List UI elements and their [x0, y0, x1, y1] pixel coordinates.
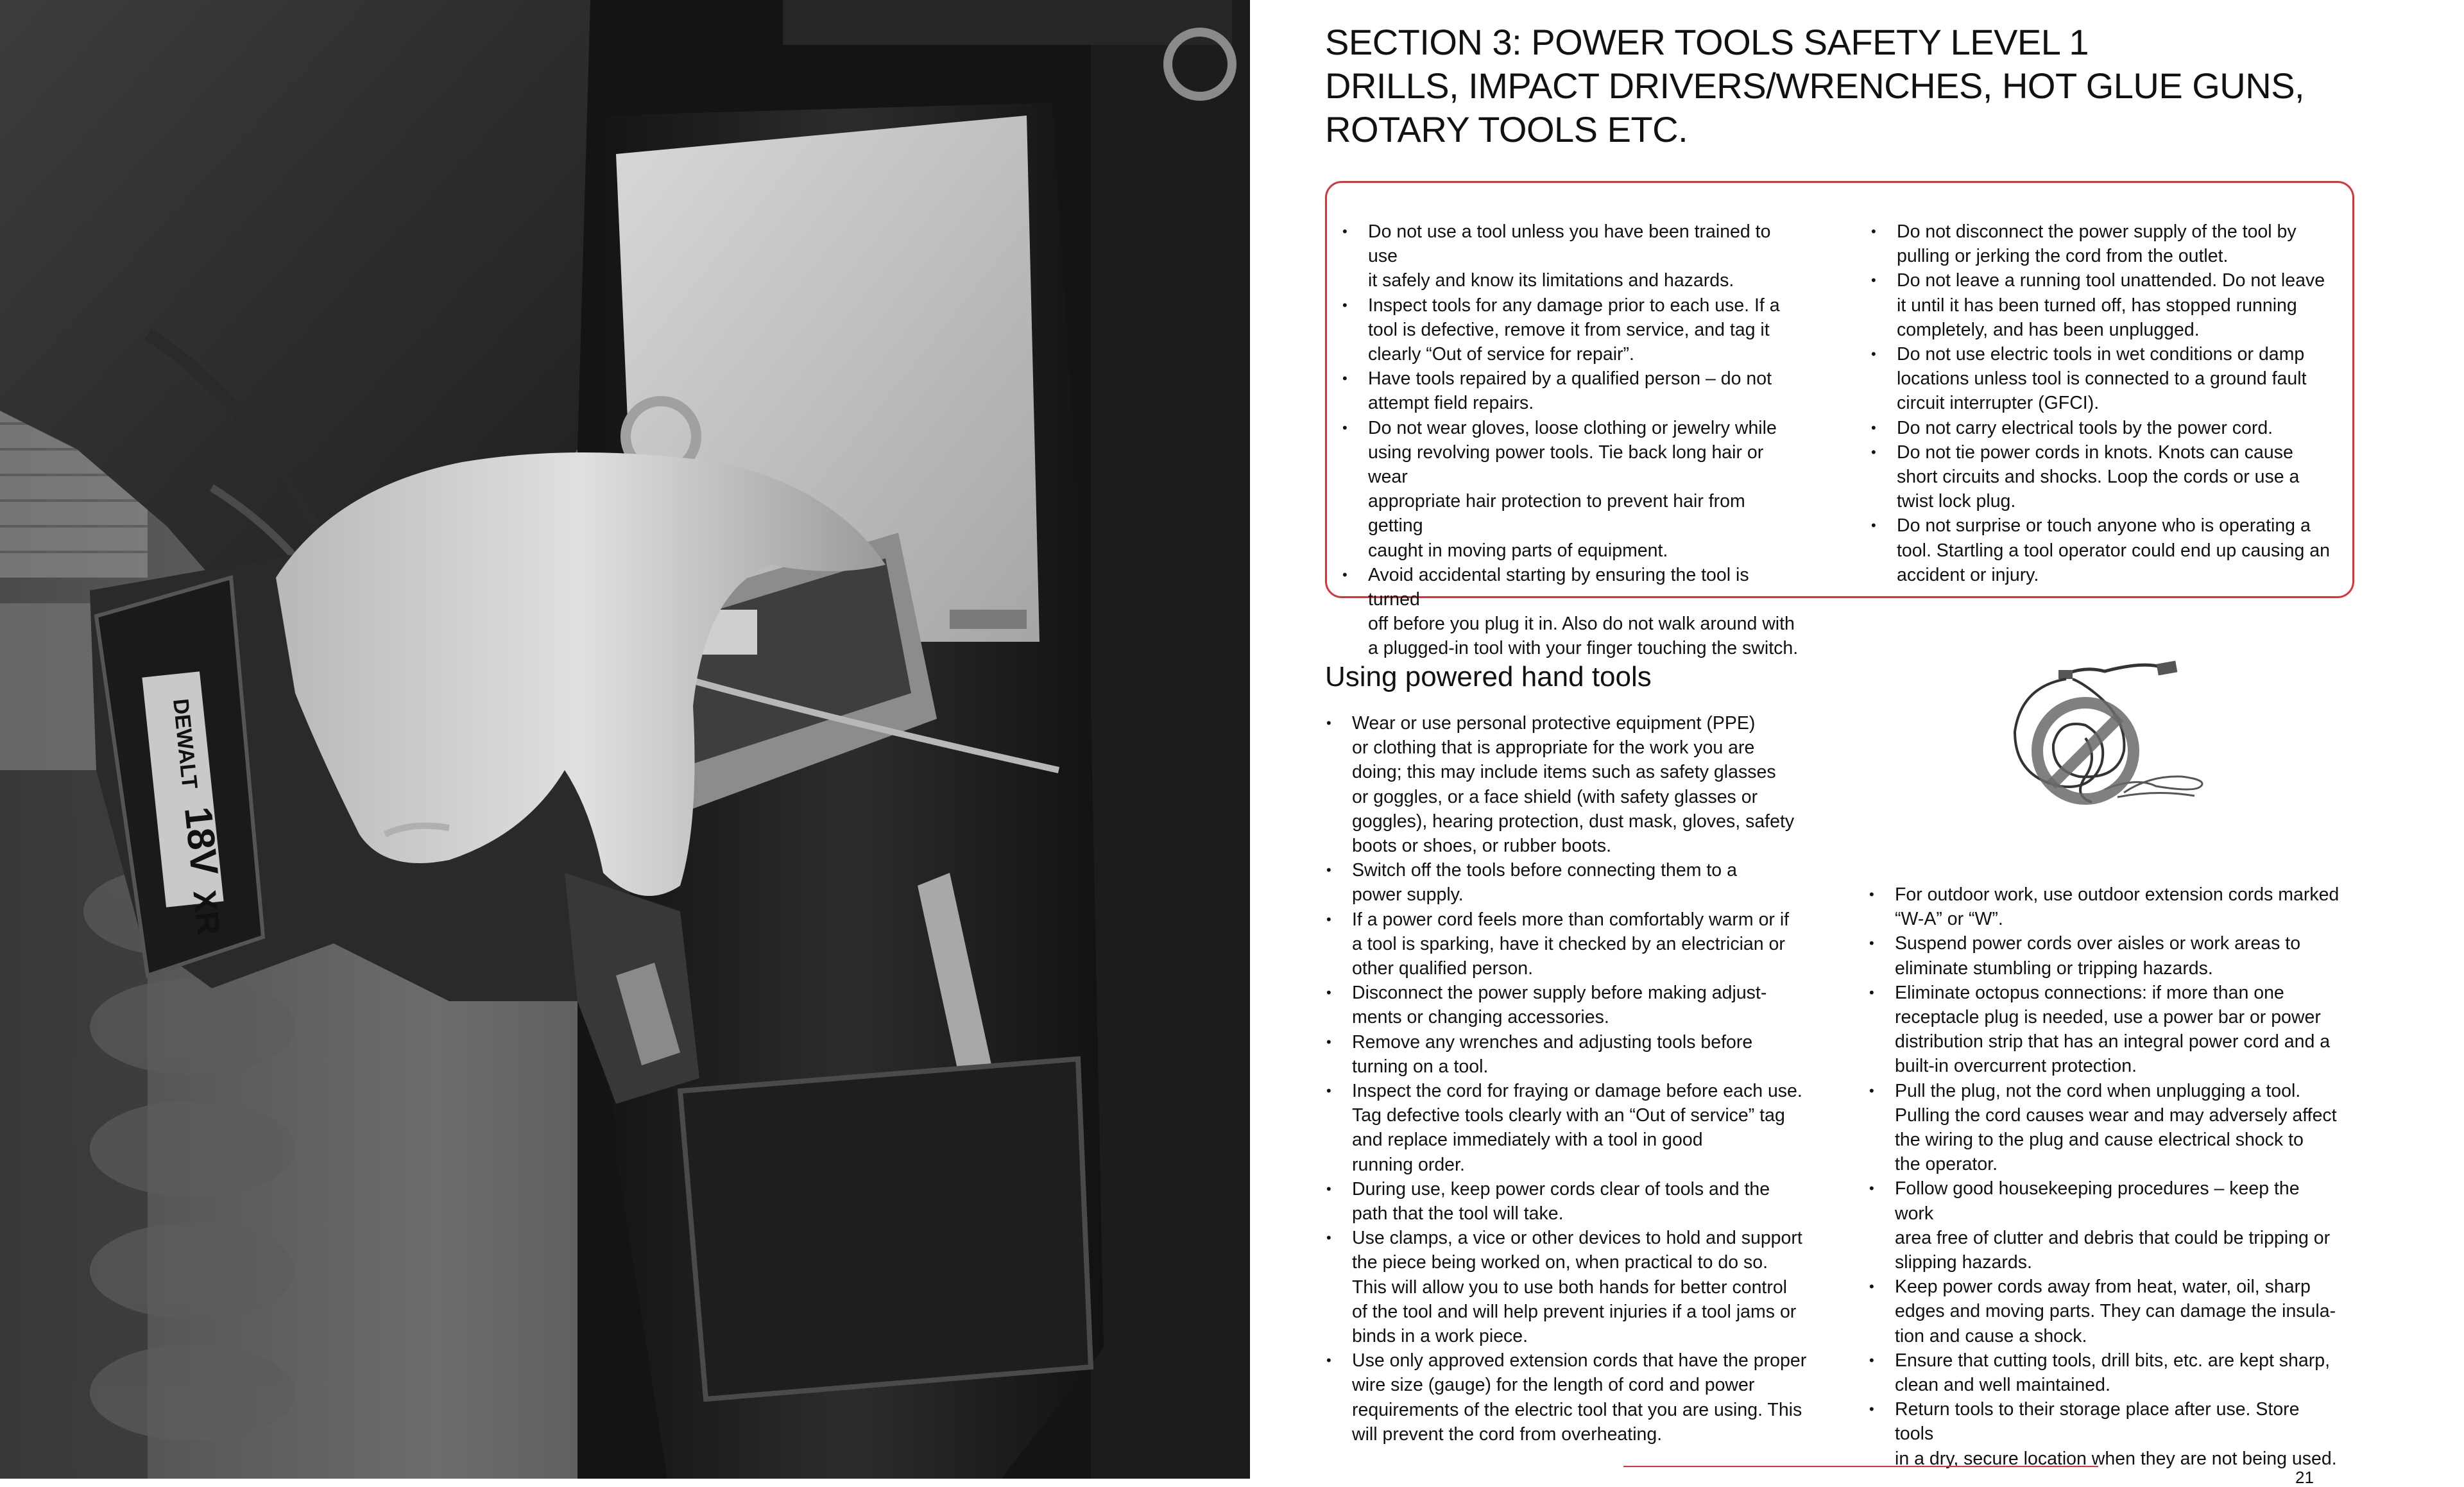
bullet-line: the piece being worked on, when practical to do so. — [1352, 1252, 1768, 1273]
bullet-line: or goggles, or a face shield (with safety glasses or — [1352, 786, 1758, 807]
bullet-line: • Do not disconnect the power supply of the tool by — [1897, 221, 2297, 242]
bullet-line: distribution strip that has an integral power cord and a — [1895, 1031, 2331, 1053]
bullet-line: • Inspect the cord for fraying or damage before each use. — [1352, 1081, 1802, 1102]
powered-tools-column-1 — [1325, 711, 1813, 1447]
bullet-line: • Do not wear gloves, loose clothing or jewelry while — [1368, 417, 1777, 438]
battery-series-text: XR — [186, 888, 227, 937]
bullet-line: doing; this may include items such as safety glasses — [1352, 762, 1776, 783]
bullet-line: the operator. — [1895, 1154, 1998, 1175]
bullet-line: • Return tools to their storage place after use. Store tools — [1895, 1399, 2300, 1445]
bullet-item — [1325, 907, 1813, 981]
bullet-line: running order. — [1352, 1154, 1465, 1175]
no-knotted-cord-icon — [1989, 648, 2207, 815]
bullet-item — [1341, 219, 1803, 293]
bullet-line: • Do not leave a running tool unattended. Do not leave — [1897, 270, 2325, 291]
bullet-line: edges and moving parts. They can damage the insula- — [1895, 1301, 2336, 1322]
bullet-line: turning on a tool. — [1352, 1056, 1489, 1077]
bullet-line: • Suspend power cords over aisles or work areas to — [1895, 933, 2301, 954]
bullet-line: requirements of the electric tool that you are using. This — [1352, 1399, 1802, 1420]
bullet-line: pulling or jerking the cord from the outlet. — [1897, 246, 2229, 267]
bullet-line: the wiring to the plug and cause electrical shock to — [1895, 1130, 2304, 1151]
bullet-line: Tag defective tools clearly with an “Out of service” tag — [1352, 1105, 1785, 1126]
bullet-line: clean and well maintained. — [1895, 1375, 2110, 1396]
bullet-line: • Eliminate octopus connections: if more than one — [1895, 982, 2284, 1003]
bullet-item — [1870, 440, 2332, 514]
bullet-line: goggles), hearing protection, dust mask, gloves, safety — [1352, 811, 1795, 832]
bullet-line: other qualified person. — [1352, 958, 1534, 979]
bullet-line: a tool is sparking, have it checked by an electrician or — [1352, 933, 1785, 954]
bullet-line: wire size (gauge) for the length of cord and power — [1352, 1375, 1755, 1396]
bullet-item — [1325, 1030, 1813, 1079]
safety-rules-box — [1325, 181, 2354, 659]
powered-tools-column-2 — [1868, 882, 2343, 1471]
bullet-line: “W-A” or “W”. — [1895, 909, 2003, 930]
bullet-line: • Follow good housekeeping procedures – keep the work — [1895, 1178, 2300, 1224]
bullet-line: boots or shoes, or rubber boots. — [1352, 836, 1611, 857]
bullet-line: • Pull the plug, not the cord when unplugging a tool. — [1895, 1080, 2301, 1101]
safety-rules-column-2 — [1870, 219, 2332, 587]
bullet-line: it until it has been turned off, has stopped running — [1897, 295, 2297, 316]
bullet-line: clearly “Out of service for repair”. — [1368, 344, 1634, 365]
bullet-item — [1325, 858, 1813, 907]
bullet-item — [1325, 1348, 1813, 1447]
bullet-line: eliminate stumbling or tripping hazards. — [1895, 958, 2213, 979]
bullet-line: short circuits and shocks. Loop the cords or use a — [1897, 467, 2300, 488]
bullet-item — [1870, 342, 2332, 416]
bullet-line: tion and cause a shock. — [1895, 1325, 2087, 1346]
bullet-line: • Disconnect the power supply before making adjust- — [1352, 983, 1767, 1004]
bullet-item — [1341, 563, 1803, 661]
bullet-line: • Use only approved extension cords that have the proper — [1352, 1350, 1807, 1371]
bullet-line: • Ensure that cutting tools, drill bits, etc. are kept sharp, — [1895, 1350, 2331, 1371]
title-line-1: SECTION 3: POWER TOOLS SAFETY LEVEL 1 — [1325, 22, 2089, 62]
bullet-item — [1868, 1348, 2343, 1397]
bullet-item — [1341, 366, 1803, 415]
bullet-line: area free of clutter and debris that could be tripping or — [1895, 1227, 2331, 1248]
bullet-line: • Keep power cords away from heat, water, oil, sharp — [1895, 1276, 2311, 1298]
bullet-line: in a dry, secure location when they are not being used. — [1895, 1448, 2337, 1469]
bullet-item — [1868, 1275, 2343, 1348]
bullet-item — [1870, 416, 2332, 440]
bullet-item — [1868, 1079, 2343, 1177]
bullet-line: using revolving power tools. Tie back long hair or wear — [1368, 442, 1764, 488]
title-line-2: DRILLS, IMPACT DRIVERS/WRENCHES, HOT GLUE GUNS, — [1325, 65, 2305, 106]
bullet-line: circuit interrupter (GFCI). — [1897, 393, 2100, 414]
bullet-line: • Do not use electric tools in wet conditions or damp — [1897, 344, 2305, 365]
bullet-item — [1870, 513, 2332, 587]
bullet-line: tool. Startling a tool operator could end up causing an — [1897, 540, 2330, 561]
bullet-line: of the tool and will help prevent injuries if a tool jams or — [1352, 1301, 1797, 1322]
bullet-line: power supply. — [1352, 884, 1464, 906]
bullet-line: • Have tools repaired by a qualified person – do not — [1368, 368, 1772, 390]
bullet-line: • If a power cord feels more than comfortably warm or if — [1352, 909, 1790, 930]
bullet-line: built-in overcurrent protection. — [1895, 1056, 2137, 1077]
bullet-line: • For outdoor work, use outdoor extension cords marked — [1895, 884, 2340, 905]
bullet-line: path that the tool will take. — [1352, 1203, 1564, 1225]
battery-brand-text: DEWALT — [168, 697, 202, 791]
bullet-line: slipping hazards. — [1895, 1252, 2032, 1273]
battery-voltage-text: 18V — [176, 804, 227, 878]
page-number: 21 — [2295, 1468, 2314, 1487]
bullet-line: locations unless tool is connected to a ground fault — [1897, 368, 2307, 390]
bullet-line: • Remove any wrenches and adjusting tools before — [1352, 1031, 1753, 1053]
bullet-line: will prevent the cord from overheating. — [1352, 1423, 1663, 1445]
bullet-line: accident or injury. — [1897, 564, 2039, 585]
bullet-line: caught in moving parts of equipment. — [1368, 540, 1668, 561]
bullet-line: ments or changing accessories. — [1352, 1007, 1609, 1028]
bullet-line: • Avoid accidental starting by ensuring the tool is turned — [1368, 564, 1749, 610]
footer-rule — [1623, 1466, 2098, 1467]
bullet-line: • Do not tie power cords in knots. Knots can cause — [1897, 442, 2293, 463]
bullet-line: This will allow you to use both hands for better control — [1352, 1276, 1788, 1298]
bullet-line: binds in a work piece. — [1352, 1326, 1528, 1347]
bullet-item — [1868, 882, 2343, 931]
bullet-line: or clothing that is appropriate for the work you are — [1352, 737, 1755, 759]
bullet-item — [1341, 293, 1803, 367]
bullet-item — [1868, 1176, 2343, 1275]
bullet-line: Pulling the cord causes wear and may adversely affect — [1895, 1105, 2337, 1126]
bullet-line: appropriate hair protection to prevent hair from getting — [1368, 491, 1745, 537]
bullet-line: • Switch off the tools before connecting them to a — [1352, 860, 1737, 881]
bullet-line: • During use, keep power cords clear of tools and the — [1352, 1178, 1770, 1199]
bullet-line: completely, and has been unplugged. — [1897, 319, 2200, 340]
bullet-item — [1868, 931, 2343, 980]
bullet-item — [1868, 1397, 2343, 1471]
bullet-line: it safely and know its limitations and hazards. — [1368, 270, 1734, 291]
bullet-line: • Use clamps, a vice or other devices to hold and support — [1352, 1228, 1802, 1249]
bullet-item — [1868, 981, 2343, 1079]
bullet-line: • Do not surprise or touch anyone who is operating a — [1897, 515, 2311, 537]
bullet-item — [1325, 1177, 1813, 1226]
bullet-line: • Wear or use personal protective equipment (PPE) — [1352, 713, 1756, 734]
bullet-line: • Do not use a tool unless you have been trained to use — [1368, 221, 1771, 267]
bullet-item — [1870, 268, 2332, 342]
bullet-item — [1341, 416, 1803, 563]
powered-tools-heading: Using powered hand tools — [1325, 661, 1652, 692]
bullet-line: • Do not carry electrical tools by the power cord. — [1897, 417, 2273, 438]
bullet-line: a plugged-in tool with your finger touching the switch. — [1368, 638, 1799, 659]
bullet-line: • Inspect tools for any damage prior to each use. If a — [1368, 295, 1780, 316]
title-line-3: ROTARY TOOLS ETC. — [1325, 109, 1688, 150]
bullet-item — [1325, 711, 1813, 858]
bullet-item — [1870, 219, 2332, 268]
bullet-item — [1325, 1226, 1813, 1348]
bullet-item — [1325, 981, 1813, 1029]
bullet-line: and replace immediately with a tool in good — [1352, 1130, 1703, 1151]
bullet-line: twist lock plug. — [1897, 491, 2016, 512]
safety-rules-column-1 — [1341, 219, 1803, 661]
section-title — [1325, 21, 2416, 151]
content-panel — [1325, 0, 2429, 1487]
bullet-line: tool is defective, remove it from service, and tag it — [1368, 319, 1770, 340]
bullet-line: receptacle plug is needed, use a power bar or power — [1895, 1007, 2321, 1028]
bullet-line: off before you plug it in. Also do not walk around with — [1368, 614, 1795, 635]
bullet-item — [1325, 1079, 1813, 1177]
bullet-line: attempt field repairs. — [1368, 393, 1534, 414]
